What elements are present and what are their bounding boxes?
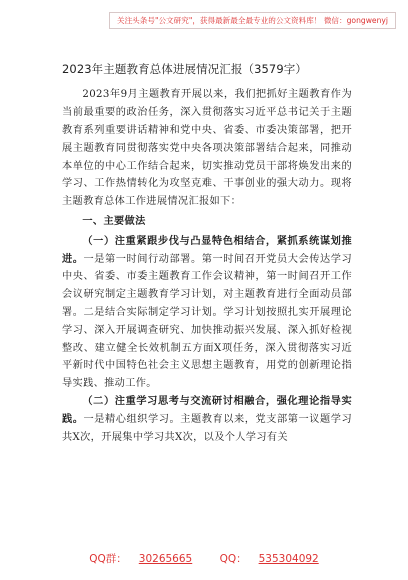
promo-banner: 关注头条号"公文研究"，获得最新最全最专业的公文资料库！ 微信：gongwenyj (109, 12, 396, 29)
qq-group-number: 30265665 (138, 553, 193, 565)
item-2-paragraph (62, 393, 352, 446)
document-body (62, 62, 352, 446)
qq-contact-label: QQ： (219, 553, 247, 565)
qq-group-label: QQ群： (89, 553, 127, 565)
item-2-body: 一是精心组织学习。主题教育以来，党支部第一议题学习共X次，开展集中学习共X次，以及个人学习有关 (62, 413, 352, 443)
qq-contact (214, 553, 325, 565)
intro-paragraph: 2023年9月主题教育开展以来，我们把抓好主题教育作为当前最重要的政治任务，深入贯彻落实习近平总书记关于主题教育系列重要讲话精神和党中央、省委、市委决策部署，把开展主题教育同贯彻落实党中央各项决策部署结合起来，同推动本单位的中心工作结合起来，切实推动党员干部将焕发出来的学习、工作热情转化为攻坚克难、干事创业的强大动力。现将主题教育总体工作进展情况汇报如下： (62, 89, 352, 208)
item-1-heading: （一）注重紧跟步伐与凸显特色相结合，紧抓系统谋划推进。 (62, 234, 352, 265)
section-heading-main-practices: 一、主要做法 (82, 214, 146, 227)
qq-contact-number: 535304092 (258, 553, 319, 565)
document-title: 2023年主题教育总体进展情况汇报（3579字） (62, 62, 307, 76)
item-1-paragraph (62, 233, 352, 393)
contact-footer (0, 551, 408, 566)
item-2-heading: （二）注重学习思考与交流研讨相融合，强化理论指导实践。 (62, 394, 352, 425)
qq-group (83, 553, 198, 565)
item-1-body: 一是第一时间行动部署。第一时间召开党员大会传达学习中央、省委、市委主题教育工作会议精神，第一时间召开工作会议研究制定主题教育学习计划，对主题教育进行全面动员部署。二是结合实际制定学习计划。学习计划按照扎实开展理论学习、深入开展调查研究、加快推动振兴发展、深入抓好检视整改、建立健全长效机制五方面X项任务，深入贯彻落实习近平新时代中国特色社会主义思想主题教育，用党的创新理论指导实践、推动工作。 (62, 253, 352, 390)
